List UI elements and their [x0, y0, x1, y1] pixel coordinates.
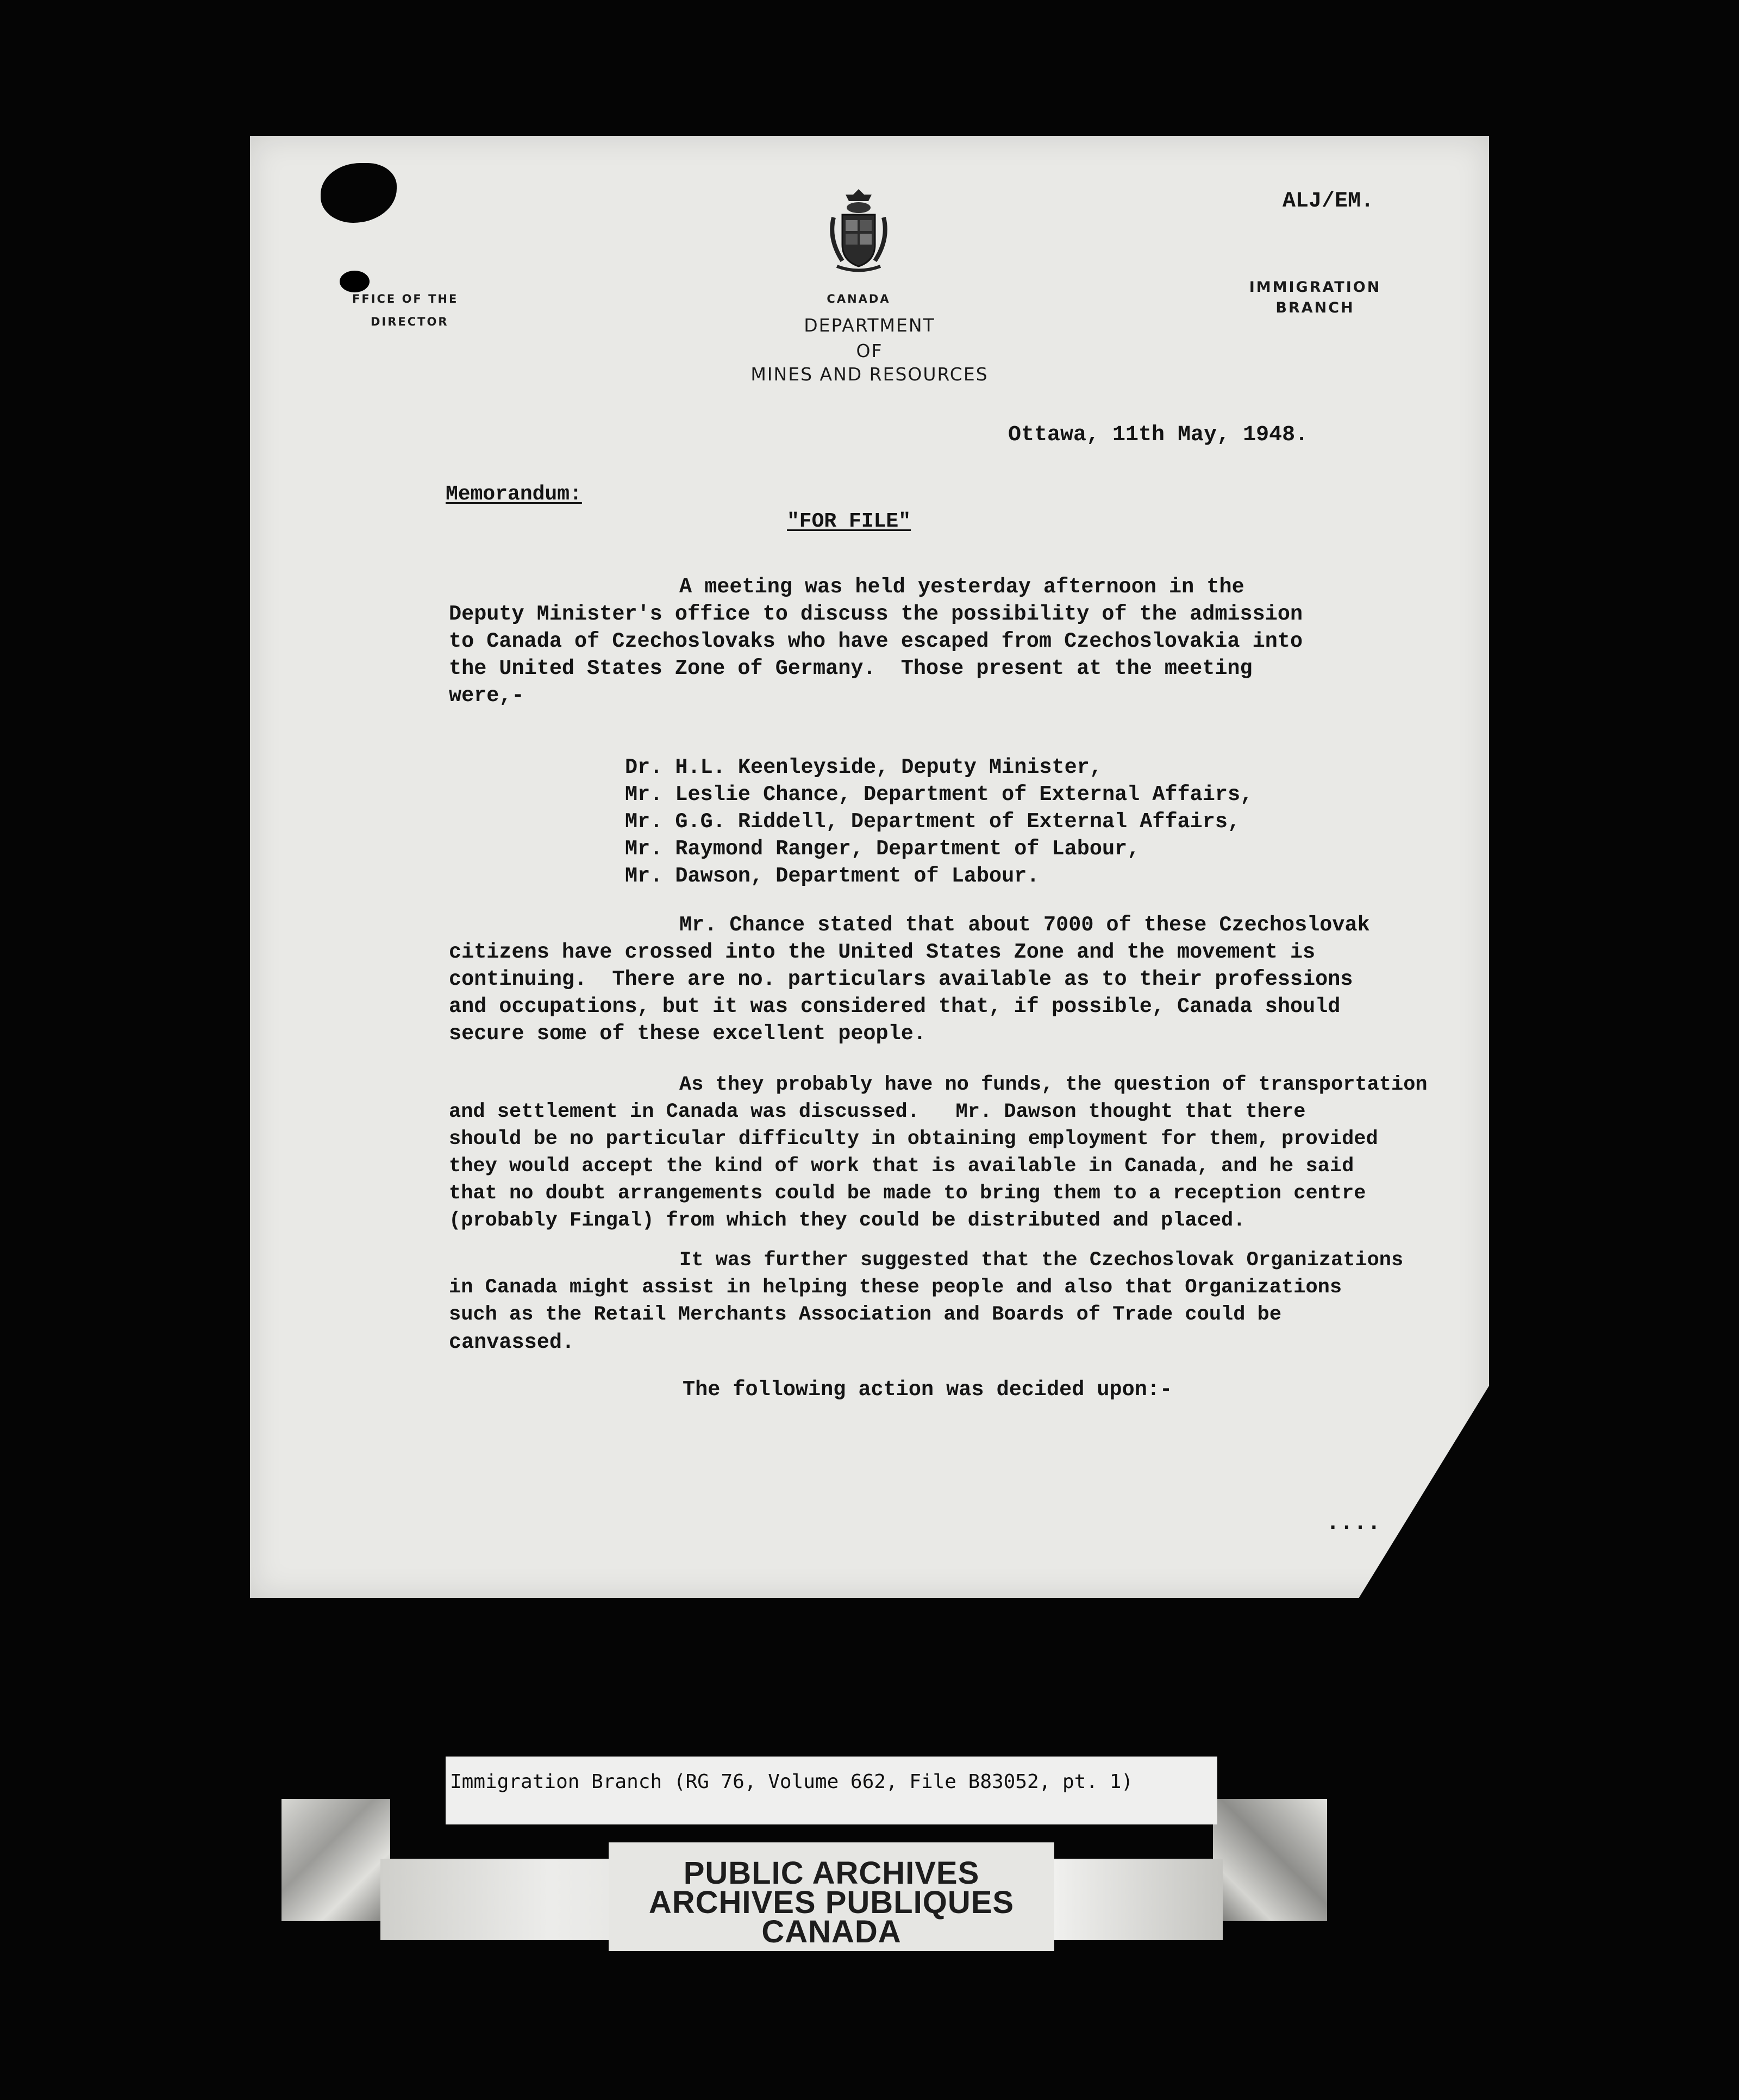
stamp-line-3: CANADA: [761, 1914, 902, 1949]
department-line-2: OF: [856, 340, 883, 361]
memo-date: Ottawa, 11th May, 1948.: [1008, 423, 1309, 447]
branch-line-1: IMMIGRATION: [1249, 279, 1381, 296]
office-label: FFICE OF THE: [352, 292, 459, 305]
memo-subject: "FOR FILE": [787, 510, 911, 533]
paragraph-1-line: A meeting was held yesterday afternoon in the: [679, 575, 1244, 599]
paragraph-3-line: and settlement in Canada was discussed. Mr. Dawson thought that there: [449, 1101, 1306, 1123]
paragraph-1-line: the United States Zone of Germany. Those present at the meeting: [449, 657, 1253, 680]
archive-reference: Immigration Branch (RG 76, Volume 662, File B83052, pt. 1): [450, 1771, 1134, 1793]
paragraph-1-line: Deputy Minister's office to discuss the possibility of the admission: [449, 602, 1303, 626]
ink-blot: [340, 271, 370, 292]
director-label: DIRECTOR: [371, 315, 449, 328]
attendee-item: Mr. Raymond Ranger, Department of Labour,: [625, 837, 1140, 861]
paragraph-3-line: should be no particular difficulty in obtaining employment for them, provided: [449, 1128, 1378, 1151]
stamp-line-2: ARCHIVES PUBLIQUES: [648, 1885, 1015, 1920]
continuation-dots: ....: [1326, 1510, 1381, 1536]
department-line-3: MINES AND RESOURCES: [750, 364, 989, 385]
paragraph-3-line: (probably Fingal) from which they could be distributed and placed.: [449, 1209, 1246, 1232]
paragraph-2-line: secure some of these excellent people.: [449, 1022, 926, 1046]
department-line-1: DEPARTMENT: [804, 315, 935, 336]
stamp-line-1: PUBLIC ARCHIVES: [683, 1855, 980, 1891]
paragraph-2-line: Mr. Chance stated that about 7000 of these Czechoslovak: [679, 913, 1370, 937]
reference-initials: ALJ/EM.: [1283, 189, 1374, 214]
attendee-item: Mr. Leslie Chance, Department of External Affairs,: [625, 783, 1253, 807]
paragraph-2-line: continuing. There are no. particulars available as to their professions: [449, 967, 1353, 991]
closing-line: The following action was decided upon:-: [683, 1378, 1173, 1402]
paragraph-2-line: and occupations, but it was considered that, if possible, Canada should: [449, 995, 1341, 1018]
attendee-item: Mr. G.G. Riddell, Department of External Affairs,: [625, 810, 1241, 834]
paragraph-4-line: such as the Retail Merchants Association and Boards of Trade could be: [449, 1303, 1282, 1326]
paragraph-3-line: they would accept the kind of work that is available in Canada, and he said: [449, 1155, 1354, 1178]
paragraph-1-line: to Canada of Czechoslovaks who have escaped from Czechoslovakia into: [449, 629, 1303, 653]
paragraph-4-line: in Canada might assist in helping these people and also that Organizations: [449, 1276, 1342, 1299]
attendee-item: Dr. H.L. Keenleyside, Deputy Minister,: [625, 755, 1102, 779]
tape-left: [282, 1799, 390, 1921]
coat-of-arms-emblem: [826, 185, 891, 277]
paragraph-4-line: canvassed.: [449, 1330, 575, 1354]
tape-right: [1213, 1799, 1327, 1921]
country-label: CANADA: [827, 292, 891, 305]
paragraph-4-line: It was further suggested that the Czechoslovak Organizations: [679, 1249, 1404, 1272]
paragraph-1-line: were,-: [449, 684, 524, 708]
attendee-item: Mr. Dawson, Department of Labour.: [625, 864, 1040, 888]
archives-stamp: [609, 1855, 1054, 1949]
paragraph-3-line: that no doubt arrangements could be made to bring them to a reception centre: [449, 1182, 1366, 1205]
paragraph-2-line: citizens have crossed into the United States Zone and the movement is: [449, 940, 1316, 964]
paragraph-3-line: As they probably have no funds, the question of transportation: [679, 1073, 1428, 1096]
memo-heading: Memorandum:: [446, 483, 582, 506]
branch-line-2: BRANCH: [1275, 299, 1355, 316]
